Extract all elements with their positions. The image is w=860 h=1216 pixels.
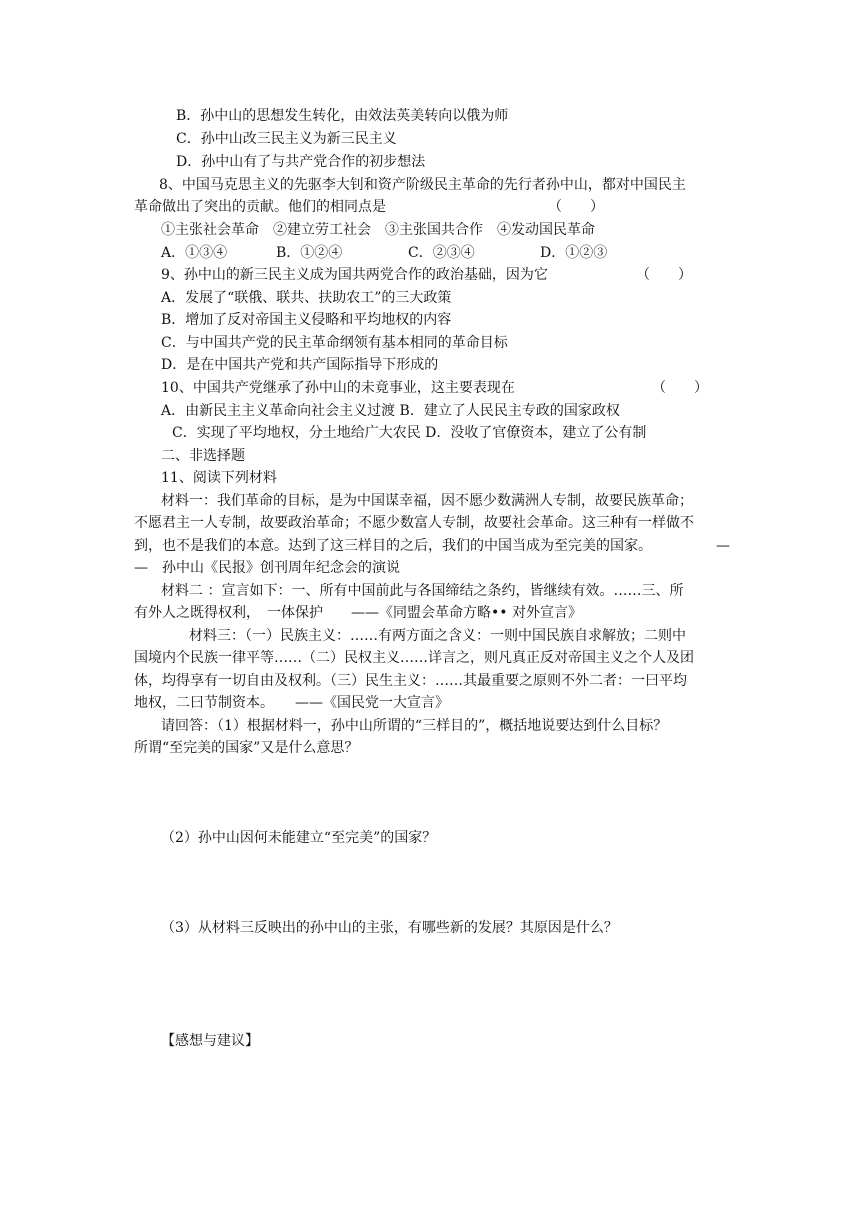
q9-option-d: D．是在中国共产党和共产国际指导下形成的 xyxy=(161,357,439,373)
material-3-line2: 国境内个民族一律平等……（二）民权主义……详言之，则凡真正反对帝国主义之个人及团 xyxy=(134,650,694,666)
q10-options-cd: C．实现了平均地权，分土地给广大农民 D．没收了官僚资本，建立了公有制 xyxy=(172,425,647,441)
q8-stem-line2: 革命做出了突出的贡献。他们的相同点是 xyxy=(134,199,386,215)
material-1-line3: 到，也不是我们的本意。达到了这三样目的之后，我们的中国当成为至完美的国家。 xyxy=(134,538,652,554)
q8-option-b: B．①②④ xyxy=(276,245,343,261)
q8-option-a: A．①③④ xyxy=(161,245,228,261)
material-2-line1: 材料二 ：宣言如下：一、所有中国前此与各国缔结之条约，皆继续有效。……三、所 xyxy=(161,583,684,599)
material-3-line3: 体，均得享有一切自由及权利。（三）民生主义：……其最重要之原则不外二者：一曰平均 xyxy=(134,673,687,689)
section-heading: 二、非选择题 xyxy=(161,448,245,464)
material-1-line1: 材料一：我们革命的目标，是为中国谋幸福，因不愿少数满洲人专制，故要民族革命； xyxy=(161,493,693,509)
question-1-line2: 所谓“至完美的国家”又是什么意思？ xyxy=(134,740,359,756)
q8-option-d: D．①②③ xyxy=(540,245,608,261)
q8-answer-paren: （ ） xyxy=(548,199,604,215)
q10-stem: 10、中国共产党继承了孙中山的未竟事业，这主要表现在 xyxy=(161,380,515,396)
q8-option-c: C．②③④ xyxy=(408,245,475,261)
q10-answer-paren: （ ） xyxy=(652,380,708,396)
q8-items: ①主张社会革命 ②建立劳工社会 ③主张国共合作 ④发动国民革命 xyxy=(161,222,595,238)
q7-option-b: B．孙中山的思想发生转化，由效法英美转向以俄为师 xyxy=(176,108,509,124)
q7-option-c: C．孙中山改三民主义为新三民主义 xyxy=(176,131,397,147)
material-2-line2: 有外人之既得权利， 一体保护 ——《同盟会革命方略•• 对外宣言》 xyxy=(134,605,582,621)
reflection-heading: 【感想与建议】 xyxy=(161,1033,259,1049)
material-1-line2: 不愿君主一人专制，故要政治革命；不愿少数富人专制，故要社会革命。这三种有一样做不 xyxy=(134,515,694,531)
question-1-line1: 请回答：（1）根据材料一，孙中山所谓的“三样目的”，概括地说要达到什么目标？ xyxy=(161,718,668,734)
q7-option-d: D．孙中山有了与共产党合作的初步想法 xyxy=(176,154,426,170)
q9-option-a: A．发展了“联俄、联共、扶助农工”的三大政策 xyxy=(161,290,452,306)
material-1-dash: — xyxy=(716,538,730,554)
material-3-line1: 材料三：（一）民族主义：……有两方面之含义：一则中国民族自求解放；二则中 xyxy=(189,628,686,644)
q10-options-ab: A．由新民主主义革命向社会主义过渡 B．建立了人民民主专政的国家政权 xyxy=(161,403,620,419)
material-3-line4: 地权，二曰节制资本。 ——《国民党一大宣言》 xyxy=(134,695,449,711)
q9-answer-paren: （ ） xyxy=(636,267,692,283)
q9-option-b: B．增加了反对帝国主义侵略和平均地权的内容 xyxy=(161,312,452,328)
material-1-source: — 孙中山《民报》创刊周年纪念会的演说 xyxy=(134,560,400,576)
question-2: （2）孙中山因何未能建立“至完美”的国家？ xyxy=(161,830,437,846)
q9-stem: 9、孙中山的新三民主义成为国共两党合作的政治基础，因为它 xyxy=(161,267,548,283)
question-3: （3）从材料三反映出的孙中山的主张，有哪些新的发展？其原因是什么？ xyxy=(161,920,618,936)
q9-option-c: C．与中国共产党的民主革命纲领有基本相同的革命目标 xyxy=(161,335,508,351)
q11-title: 11、阅读下列材料 xyxy=(161,470,277,486)
q8-stem-line1: 8、中国马克思主义的先驱李大钊和资产阶级民主革命的先行者孙中山，都对中国民主 xyxy=(159,177,686,193)
